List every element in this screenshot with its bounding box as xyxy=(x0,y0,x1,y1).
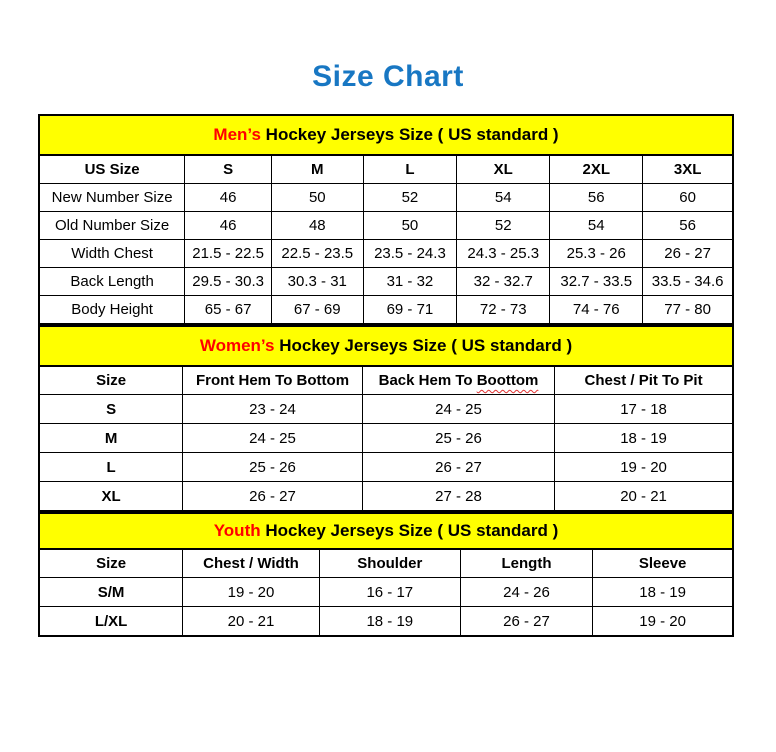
size-value-cell: 32 - 32.7 xyxy=(457,268,550,296)
size-value-cell: 26 - 27 xyxy=(362,453,554,482)
size-value-cell: 25 - 26 xyxy=(362,424,554,453)
table-row xyxy=(39,453,733,482)
size-value-cell: 46 xyxy=(185,184,272,212)
row-label: M xyxy=(39,424,183,453)
size-value-cell: 24 - 25 xyxy=(183,424,363,453)
row-label: New Number Size xyxy=(39,184,185,212)
column-header: Chest / Pit To Pit xyxy=(555,366,733,395)
size-value-cell: 65 - 67 xyxy=(185,296,272,325)
size-value-cell: 29.5 - 30.3 xyxy=(185,268,272,296)
column-header: S xyxy=(185,155,272,184)
size-value-cell: 27 - 28 xyxy=(362,482,554,512)
column-header: Front Hem To Bottom xyxy=(183,366,363,395)
youth-header-row xyxy=(39,549,733,578)
size-value-cell: 25.3 - 26 xyxy=(550,240,643,268)
size-value-cell: 20 - 21 xyxy=(183,607,320,637)
size-value-cell: 32.7 - 33.5 xyxy=(550,268,643,296)
column-header: Size xyxy=(39,549,183,578)
size-value-cell: 22.5 - 23.5 xyxy=(271,240,363,268)
youth-table-title xyxy=(39,513,733,549)
row-label: Old Number Size xyxy=(39,212,185,240)
youth-size-table xyxy=(38,512,734,637)
column-header: XL xyxy=(457,155,550,184)
womens-table-title xyxy=(39,326,733,366)
size-value-cell: 67 - 69 xyxy=(271,296,363,325)
row-label: Width Chest xyxy=(39,240,185,268)
size-value-cell: 24 - 25 xyxy=(362,395,554,424)
youth-table-title-row xyxy=(39,513,733,549)
mens-table-title xyxy=(39,115,733,155)
mens-title-accent: Men’s xyxy=(213,125,261,144)
spellcheck-underline-word: Boottom xyxy=(476,372,539,389)
size-value-cell: 25 - 26 xyxy=(183,453,363,482)
size-value-cell: 19 - 20 xyxy=(183,578,320,607)
page-title: Size Chart xyxy=(312,60,464,93)
column-header: L xyxy=(363,155,457,184)
size-value-cell: 24.3 - 25.3 xyxy=(457,240,550,268)
size-value-cell: 48 xyxy=(271,212,363,240)
row-label: XL xyxy=(39,482,183,512)
mens-size-table xyxy=(38,114,734,325)
column-header: US Size xyxy=(39,155,185,184)
size-value-cell: 31 - 32 xyxy=(363,268,457,296)
row-label: L/XL xyxy=(39,607,183,637)
column-header: Shoulder xyxy=(319,549,460,578)
table-row xyxy=(39,424,733,453)
size-value-cell: 18 - 19 xyxy=(319,607,460,637)
size-value-cell: 54 xyxy=(457,184,550,212)
header-text: Back Hem To xyxy=(378,372,477,389)
size-value-cell: 19 - 20 xyxy=(555,453,733,482)
size-value-cell: 56 xyxy=(550,184,643,212)
womens-size-table xyxy=(38,325,734,512)
mens-table-title-row xyxy=(39,115,733,155)
size-value-cell: 23 - 24 xyxy=(183,395,363,424)
womens-header-row xyxy=(39,366,733,395)
row-label: S xyxy=(39,395,183,424)
womens-title-rest: Hockey Jerseys Size ( US standard ) xyxy=(274,336,573,355)
size-value-cell: 26 - 27 xyxy=(183,482,363,512)
size-value-cell: 21.5 - 22.5 xyxy=(185,240,272,268)
size-value-cell: 30.3 - 31 xyxy=(271,268,363,296)
size-value-cell: 54 xyxy=(550,212,643,240)
size-value-cell: 19 - 20 xyxy=(593,607,733,637)
column-header: Chest / Width xyxy=(183,549,320,578)
column-header-misspelled xyxy=(362,366,554,395)
row-label: Back Length xyxy=(39,268,185,296)
row-label: Body Height xyxy=(39,296,185,325)
size-value-cell: 72 - 73 xyxy=(457,296,550,325)
size-value-cell: 77 - 80 xyxy=(643,296,733,325)
row-label: L xyxy=(39,453,183,482)
column-header: Sleeve xyxy=(593,549,733,578)
size-value-cell: 16 - 17 xyxy=(319,578,460,607)
column-header: M xyxy=(271,155,363,184)
table-row xyxy=(39,578,733,607)
size-value-cell: 52 xyxy=(363,184,457,212)
mens-header-row xyxy=(39,155,733,184)
size-value-cell: 20 - 21 xyxy=(555,482,733,512)
youth-title-accent: Youth xyxy=(213,521,261,540)
table-row xyxy=(39,268,733,296)
size-value-cell: 46 xyxy=(185,212,272,240)
size-value-cell: 50 xyxy=(363,212,457,240)
row-label: S/M xyxy=(39,578,183,607)
womens-title-accent: Women’s xyxy=(199,336,275,355)
size-value-cell: 18 - 19 xyxy=(555,424,733,453)
table-row xyxy=(39,184,733,212)
size-value-cell: 23.5 - 24.3 xyxy=(363,240,457,268)
size-value-cell: 52 xyxy=(457,212,550,240)
column-header: Length xyxy=(460,549,593,578)
column-header: 2XL xyxy=(550,155,643,184)
size-value-cell: 17 - 18 xyxy=(555,395,733,424)
size-value-cell: 60 xyxy=(643,184,733,212)
table-row xyxy=(39,212,733,240)
size-value-cell: 26 - 27 xyxy=(643,240,733,268)
size-value-cell: 56 xyxy=(643,212,733,240)
table-row xyxy=(39,395,733,424)
size-value-cell: 69 - 71 xyxy=(363,296,457,325)
table-row xyxy=(39,296,733,325)
table-row xyxy=(39,240,733,268)
column-header: 3XL xyxy=(643,155,733,184)
size-value-cell: 24 - 26 xyxy=(460,578,593,607)
size-value-cell: 50 xyxy=(271,184,363,212)
womens-table-title-row xyxy=(39,326,733,366)
size-value-cell: 18 - 19 xyxy=(593,578,733,607)
column-header: Size xyxy=(39,366,183,395)
size-value-cell: 26 - 27 xyxy=(460,607,593,637)
size-value-cell: 74 - 76 xyxy=(550,296,643,325)
size-chart-page xyxy=(0,60,776,637)
mens-title-rest: Hockey Jerseys Size ( US standard ) xyxy=(260,125,559,144)
size-value-cell: 33.5 - 34.6 xyxy=(643,268,733,296)
youth-title-rest: Hockey Jerseys Size ( US standard ) xyxy=(260,521,559,540)
table-row xyxy=(39,607,733,637)
table-row xyxy=(39,482,733,512)
